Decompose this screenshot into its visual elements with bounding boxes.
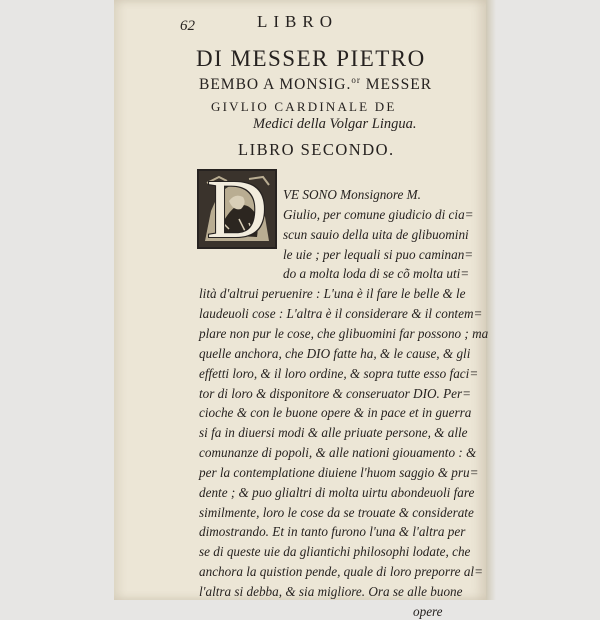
catchword: opere bbox=[413, 603, 443, 619]
body-line: plare non pur le cose, che glibuomini far possono ; ma bbox=[199, 325, 489, 341]
body-line: comunanze di popoli, & alle nationi giouamento : & bbox=[199, 445, 477, 461]
body-line: tor di loro & disponitore & conseruator DIO. Per= bbox=[199, 385, 472, 401]
body-line: do a molta loda di se cõ molta uti= bbox=[283, 266, 470, 282]
body-line: per la contemplatione diuiene l'huom saggio & pru= bbox=[199, 464, 479, 480]
title-line-2: BEMBO A MONSIG.$^{or}$ MESSER bbox=[199, 75, 433, 94]
page-edge bbox=[486, 0, 496, 600]
body-line: similmente, loro le cose da se trouate & considerate bbox=[199, 504, 474, 520]
body-line: VE SONO Monsignore M. bbox=[283, 187, 421, 202]
page-number: 62 bbox=[180, 18, 195, 34]
body-line: Giulio, per comune giudicio di cia= bbox=[283, 206, 474, 222]
body-line: l'altra si debba, & sia migliore. Ora se alle buone bbox=[199, 584, 463, 599]
body-line: dimostrando. Et in tanto furono l'una & l'altra per bbox=[199, 524, 466, 540]
title-line-3: GIVLIO CARDINALE DE bbox=[211, 99, 397, 114]
body-line: lità d'altrui peruenire : L'una è il fare le belle & le bbox=[199, 286, 466, 302]
running-head: LIBRO bbox=[257, 12, 338, 31]
title-line-1: DI MESSER PIETRO bbox=[196, 46, 426, 71]
body-line: quelle anchora, che DIO fatte ha, & le cause, & gli bbox=[199, 345, 471, 361]
body-line: anchora la quistion pende, quale di loro preporre al= bbox=[199, 564, 483, 580]
body-line: scun sauio della uita de glibuomini bbox=[283, 226, 469, 242]
drop-cap-woodcut bbox=[197, 169, 277, 249]
body-line: effetti loro, & il loro ordine, & sopra tutte esso faci= bbox=[199, 365, 479, 381]
body-line: laudeuoli cose : L'altra è il considerare & il contem= bbox=[199, 306, 483, 322]
drop-cap-letter: D bbox=[206, 169, 268, 249]
body-line: se di queste uie da gliantichi philosophi lodate, che bbox=[199, 544, 471, 560]
title-line-4: Medici della Volgar Lingua. bbox=[253, 116, 417, 132]
section-heading: LIBRO SECONDO. bbox=[238, 140, 395, 159]
body-line: le uie ; per lequali si puo caminan= bbox=[283, 246, 474, 262]
body-line: si fa in diuersi modi & alle priuate persone, & alle bbox=[199, 425, 468, 441]
body-line: cioche & con le buone opere & in pace et in guerra bbox=[199, 405, 472, 421]
body-line: dente ; & puo glialtri di molta uirtu abondeuoli fare bbox=[199, 484, 475, 500]
